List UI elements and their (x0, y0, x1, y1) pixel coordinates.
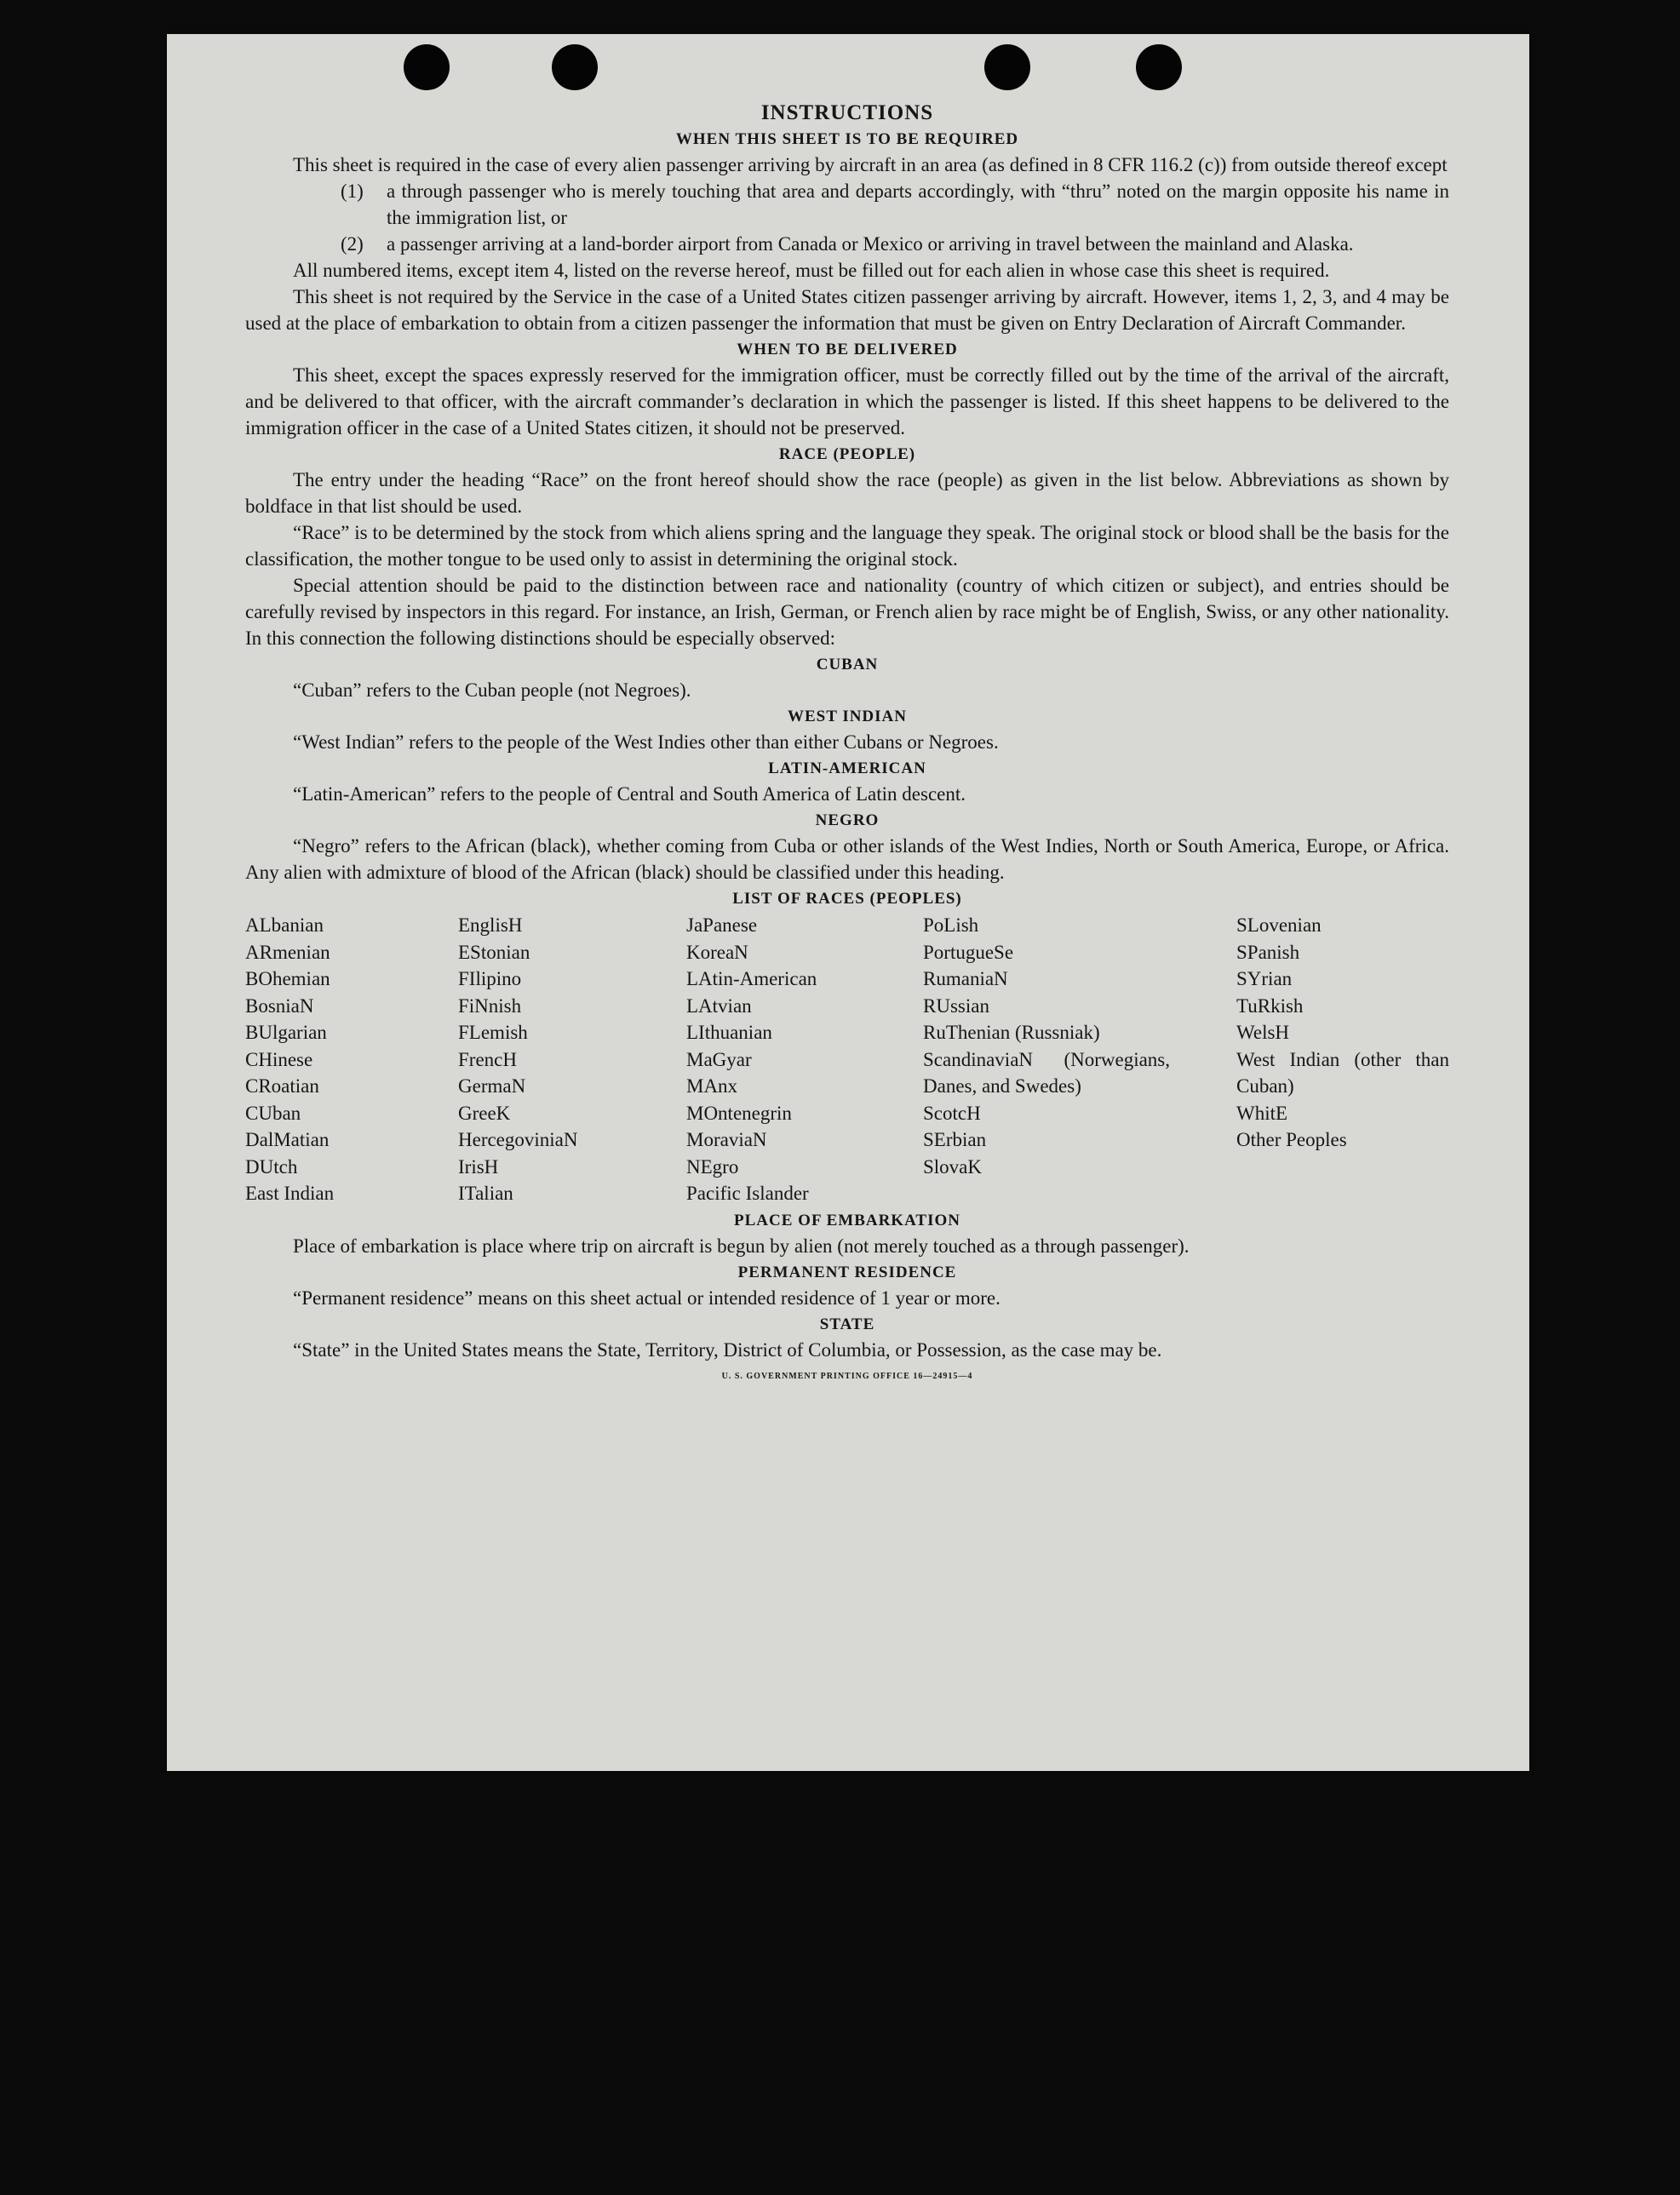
races-list (245, 912, 1449, 1207)
race-entry: IrisH (458, 1155, 499, 1178)
race-entry: MOntenegrin (686, 1102, 792, 1124)
race-entry: PortugueSe (923, 941, 1014, 963)
race-entry: ALbanian (245, 914, 324, 936)
race-entry: EnglisH (458, 914, 523, 936)
heading-latin-american: LATIN-AMERICAN (768, 759, 926, 777)
race-entry: CRoatian (245, 1075, 319, 1097)
exception-number: (1) (341, 181, 364, 202)
heading-cuban: CUBAN (816, 656, 879, 673)
race-entry: RuThenian (Russniak) (923, 1022, 1100, 1043)
state-text: “State” in the United States means the State, Territory, District of Columbia, or Possession, as the case may be. (293, 1338, 1162, 1361)
when-required-para-3: This sheet is not required by the Service in the case of a United States citizen passenger arriving by aircraft. However, items 1, 2, 3, and 4 may be used at the place of embarkation to obtain from a citizen passenger the information that must be given on Entry Declaration of Aircraft Commander. (245, 286, 1449, 334)
race-entry: RUssian (923, 994, 989, 1017)
race-entry: SPanish (1236, 941, 1300, 963)
race-entry: Pacific Islander (686, 1183, 809, 1204)
races-column-5 (1236, 912, 1449, 1207)
exception-text: a passenger arriving at a land-border airport from Canada or Mexico or arriving in travel between the mainland and Alaska. (387, 233, 1354, 255)
residence-text: “Permanent residence” means on this sheet actual or intended residence of 1 year or more. (293, 1287, 1001, 1309)
exception-item-2 (341, 231, 1449, 257)
west-indian-text: “West Indian” refers to the people of the West Indies other than either Cubans or Negroes. (293, 731, 999, 753)
race-entry: MaGyar (686, 1048, 752, 1070)
race-entry: RumaniaN (923, 968, 1008, 989)
race-entry: KoreaN (686, 941, 748, 963)
exception-number: (2) (341, 233, 364, 255)
race-entry: GreeK (458, 1102, 511, 1124)
printing-office-imprint: U. S. GOVERNMENT PRINTING OFFICE 16—24915—4 (721, 1371, 973, 1381)
races-column-2 (458, 912, 686, 1207)
race-entry: LIthuanian (686, 1022, 772, 1043)
punch-hole-4 (1136, 44, 1182, 90)
race-entry: ITalian (458, 1183, 513, 1204)
race-entry: ARmenian (245, 941, 330, 963)
race-entry: Other Peoples (1236, 1129, 1347, 1150)
race-entry: LAtvian (686, 994, 752, 1017)
race-entry: FrencH (458, 1048, 517, 1070)
negro-text: “Negro” refers to the African (black), whether coming from Cuba or other islands of the West Indies, North or South America, Europe, or Africa. Any alien with admixture of blood of the African (black) should be classified under this heading. (245, 835, 1449, 883)
race-entry: SErbian (923, 1129, 987, 1150)
race-entry: HercegoviniaN (458, 1129, 578, 1150)
races-column-4 (923, 912, 1236, 1207)
race-entry: BUlgarian (245, 1022, 327, 1043)
punch-hole-3 (984, 44, 1030, 90)
race-entry: LAtin-American (686, 968, 817, 989)
race-entry: SlovaK (923, 1155, 982, 1178)
race-entry: WhitE (1236, 1102, 1288, 1124)
race-entry: JaPanese (686, 914, 758, 936)
race-para-3: Special attention should be paid to the distinction between race and nationality (country of which citizen or subject), and entries should be carefully revised by inspectors in this regard. For instance, an Irish, German, or French alien by race might be of English, Swiss, or any other nationality. In this connection the following distinctions should be especially observed: (245, 575, 1449, 649)
heading-west-indian: WEST INDIAN (788, 708, 907, 725)
punch-hole-2 (552, 44, 598, 90)
race-entry: DalMatian (245, 1129, 330, 1150)
race-entry: CUban (245, 1102, 301, 1124)
race-entry: West Indian (other than Cuban) (1236, 1048, 1449, 1097)
races-column-1 (245, 912, 458, 1207)
race-entry: WelsH (1236, 1022, 1290, 1043)
embarkation-text: Place of embarkation is place where trip on aircraft is begun by alien (not merely touched as a through passenger). (293, 1235, 1190, 1257)
race-entry: BOhemian (245, 968, 330, 989)
races-column-3 (686, 912, 923, 1207)
exception-item-1 (341, 178, 1449, 231)
when-required-para-2: All numbered items, except item 4, listed on the reverse hereof, must be filled out for each alien in whose case this sheet is required. (293, 260, 1330, 281)
when-delivered-text: This sheet, except the spaces expressly reserved for the immigration officer, must be correctly filled out by the time of the arrival of the aircraft, and be delivered to that officer, with the aircraft commander’s declaration in which the passenger is listed. If this sheet happens to be delivered to the immigration officer in the case of a United States citizen, it should not be preserved. (245, 364, 1449, 438)
heading-race: RACE (PEOPLE) (778, 445, 916, 463)
cuban-text: “Cuban” refers to the Cuban people (not Negroes). (293, 679, 691, 701)
race-entry: GermaN (458, 1075, 526, 1097)
exception-text: a through passenger who is merely touching that area and departs accordingly, with “thru” noted on the margin opposite his name in the immigration list, or (387, 181, 1449, 228)
page-title: INSTRUCTIONS (760, 101, 934, 124)
race-entry: FiNnish (458, 994, 522, 1017)
race-para-2: “Race” is to be determined by the stock from which aliens spring and the language they speak. The original stock or blood shall be the basis for the classification, the mother tongue to be used only to assist in determining the original stock. (245, 522, 1449, 570)
race-entry: FLemish (458, 1022, 528, 1043)
race-entry: NEgro (686, 1155, 739, 1178)
punch-hole-1 (404, 44, 450, 90)
race-entry: East Indian (245, 1183, 335, 1204)
heading-residence: PERMANENT RESIDENCE (737, 1263, 957, 1281)
race-entry: EStonian (458, 941, 530, 963)
race-entry: ScotcH (923, 1102, 981, 1124)
heading-embarkation: PLACE OF EMBARKATION (734, 1211, 960, 1229)
race-entry: MoraviaN (686, 1129, 767, 1150)
heading-when-required: WHEN THIS SHEET IS TO BE REQUIRED (675, 130, 1019, 148)
heading-list-of-races: LIST OF RACES (PEOPLES) (732, 890, 962, 908)
instructions-content (245, 100, 1449, 1381)
race-entry: PoLish (923, 914, 979, 936)
race-entry: MAnx (686, 1075, 738, 1097)
race-entry: DUtch (245, 1155, 298, 1178)
when-required-intro: This sheet is required in the case of every alien passenger arriving by aircraft in an area (as defined in 8 CFR 116.2 (c)) from outside thereof except (293, 154, 1448, 175)
heading-state: STATE (819, 1315, 875, 1333)
race-entry: ScandinaviaN (Norwegians, Danes, and Swedes) (923, 1048, 1170, 1097)
heading-negro: NEGRO (815, 811, 880, 829)
race-entry: CHinese (245, 1048, 313, 1070)
heading-when-delivered: WHEN TO BE DELIVERED (737, 341, 958, 358)
race-entry: FIlipino (458, 968, 522, 989)
race-entry: BosniaN (245, 994, 314, 1017)
race-para-1: The entry under the heading “Race” on the front hereof should show the race (people) as given in the list below. Abbreviations as shown by boldface in that list should be used. (245, 469, 1449, 517)
latin-american-text: “Latin-American” refers to the people of Central and South America of Latin descent. (293, 783, 966, 805)
race-entry: SYrian (1236, 968, 1293, 989)
race-entry: SLovenian (1236, 914, 1322, 936)
document-sheet (167, 34, 1529, 1771)
race-entry: TuRkish (1236, 994, 1304, 1017)
